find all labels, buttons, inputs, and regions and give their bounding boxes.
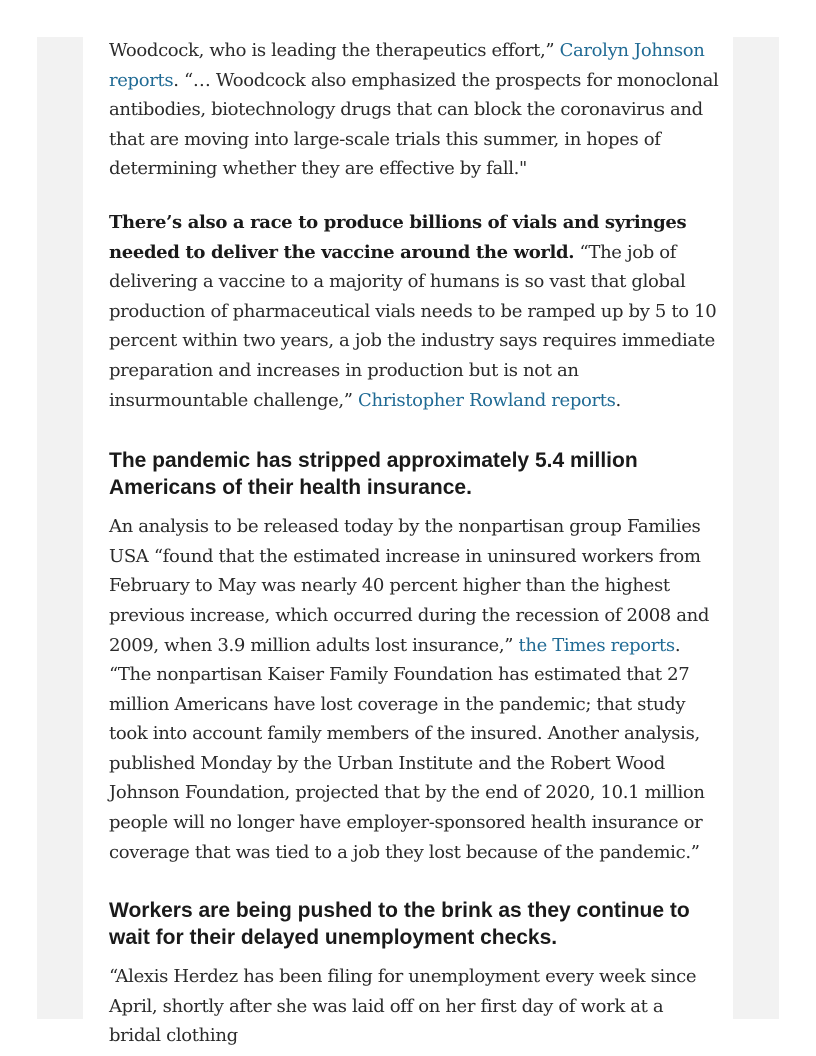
paragraph-lead: There’s also a race to produce billions of vials and syringes needed to deliver the vaccine around the world. <box>109 211 687 263</box>
times-reports-link[interactable]: the Times reports <box>518 634 675 656</box>
paragraph-uninsured <box>109 512 719 867</box>
paragraph-herdez <box>109 962 719 1051</box>
paragraph-text: An analysis to be released today by the nonpartisan group Families USA “found that the estimated increase in uninsured workers from February to May was nearly 40 percent higher than the highest previous increase, which occurred during the recession of 2008 and 2009, when 3.9 million adults lost insurance,” <box>109 516 710 656</box>
paragraph-text: “Alexis Herdez has been filing for unemployment every week since April, shortly after she was laid off on her first day of work at a bridal clothing <box>109 966 697 1047</box>
right-margin-panel <box>733 37 779 1019</box>
paragraph-text: . “The nonpartisan Kaiser Family Foundation has estimated that 27 million Americans have lost coverage in the pandemic; that study took into account family members of the insured. Another analysis, published Monday by the Urban Institute and the Robert Wood Johnson Foundation, projected that by the end of 2020, 10.1 million people will no longer have employer-sponsored health insurance or coverage that was tied to a job they lost because of the pandemic.” <box>109 634 705 863</box>
paragraph-vials <box>109 208 719 415</box>
carolyn-johnson-link[interactable]: Carolyn Johnson reports <box>109 40 705 91</box>
paragraph-therapeutics <box>109 36 719 184</box>
left-margin-panel <box>37 37 83 1019</box>
section-heading-health-insurance: The pandemic has stripped approximately 5.4 million Americans of their health insurance. <box>109 449 638 500</box>
paragraph-text: . “… Woodcock also emphasized the prospects for monoclonal antibodies, biotechnology drugs that can block the coronavirus and that are moving into large-scale trials this summer, in hopes of determining whether they are effective by fall." <box>109 69 719 180</box>
paragraph-text: Woodcock, who is leading the therapeutics effort,” <box>109 40 560 61</box>
section-heading-unemployment: Workers are being pushed to the brink as they continue to wait for their delayed unemployment checks. <box>109 899 690 950</box>
paragraph-text: “The job of delivering a vaccine to a majority of humans is so vast that global production of pharmaceutical vials needs to be ramped up by 5 to 10 percent within two years, a job the industry says requires immediate preparation and increases in production but is not an insurmountable challenge,” <box>109 241 717 411</box>
article-body <box>109 36 719 1051</box>
christopher-rowland-link[interactable]: Christopher Rowland reports <box>358 389 616 411</box>
paragraph-text: . <box>615 389 621 411</box>
